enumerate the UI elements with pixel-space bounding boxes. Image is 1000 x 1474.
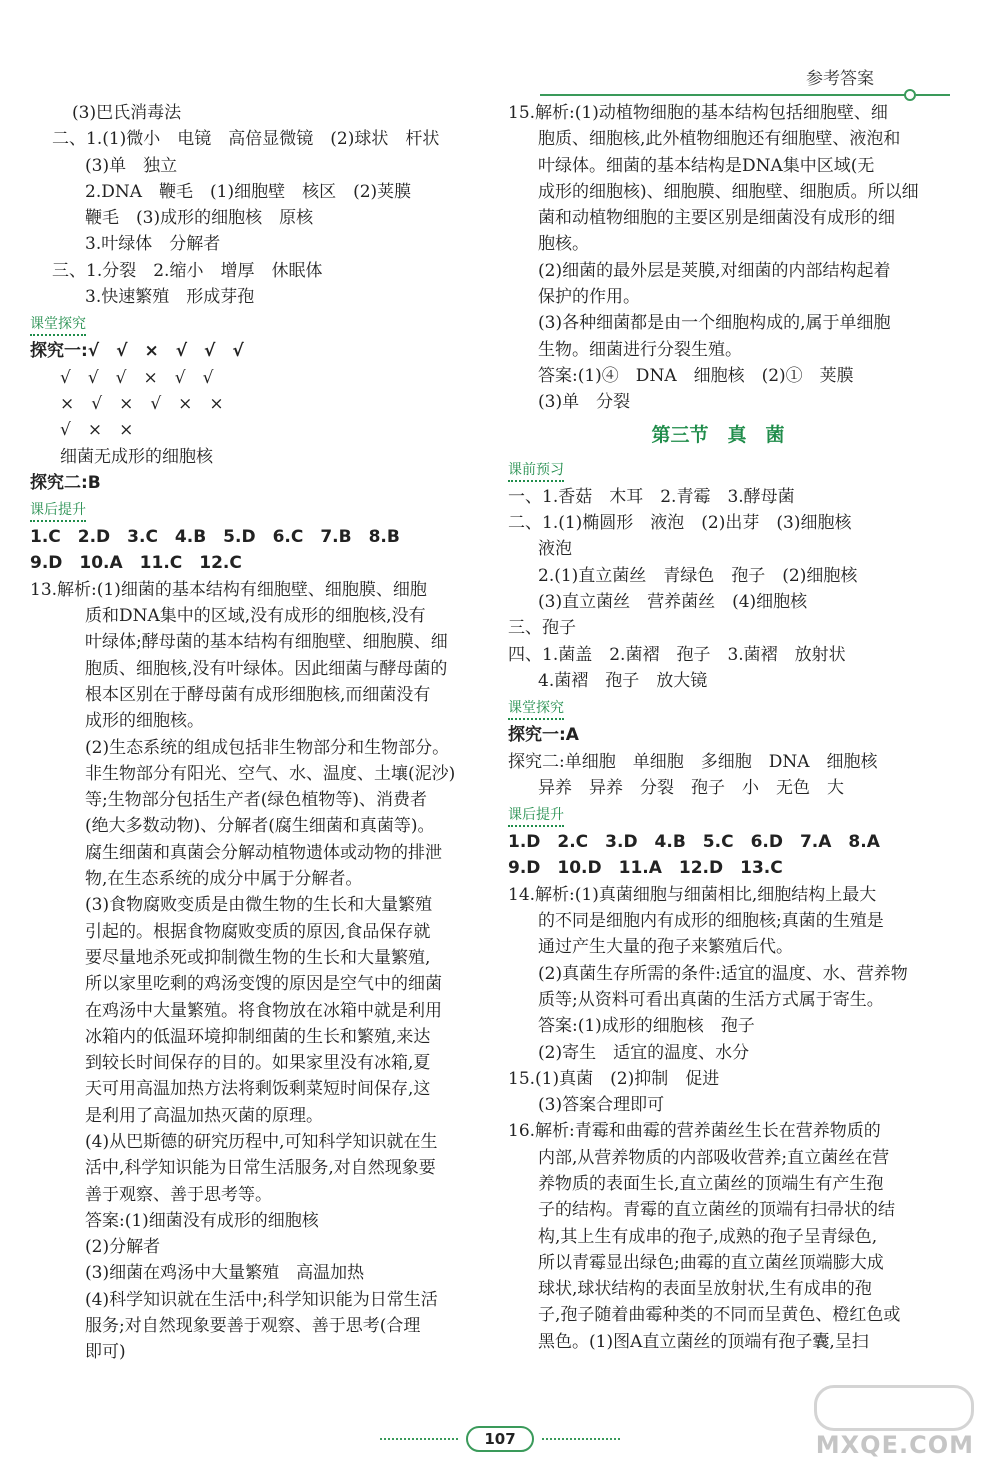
text-line: 叶绿体。细菌的基本结构是DNA集中区域(无 bbox=[538, 155, 875, 176]
text-line: (3)细菌在鸡汤中大量繁殖 高温加热 bbox=[85, 1263, 365, 1284]
text-line: 质等;从资料可看出真菌的生活方式属于寄生。 bbox=[538, 989, 884, 1010]
text-line: 在鸡汤中大量繁殖。将食物放在冰箱中就是利用 bbox=[85, 1000, 442, 1021]
text-line: (2)寄生 适宜的温度、水分 bbox=[538, 1042, 750, 1063]
text-line: 答案:(1)细菌没有成形的细胞核 bbox=[85, 1210, 319, 1231]
text-line: (3)食物腐败变质是由微生物的生长和大量繁殖 bbox=[85, 895, 433, 916]
text-line: 冰箱内的低温环境抑制细菌的生长和繁殖,来达 bbox=[85, 1026, 431, 1047]
text-line: 构,其上生有成串的孢子,成熟的孢子呈青绿色, bbox=[538, 1226, 878, 1247]
text-line: 胞质、细胞核,此外植物细胞还有细胞壁、液泡和 bbox=[538, 129, 901, 150]
text-line: 三、孢子 bbox=[508, 618, 576, 639]
text-line: (3)各种细菌都是由一个细胞构成的,属于单细胞 bbox=[538, 313, 891, 334]
text-line: 天可用高温加热方法将剩饭剩菜短时间保存,这 bbox=[85, 1079, 431, 1100]
text-line: 是利用了高温加热灭菌的原理。 bbox=[85, 1105, 323, 1126]
text-line: 一、1.香菇 木耳 2.青霉 3.酵母菌 bbox=[508, 486, 795, 507]
text-line: (2)生态系统的组成包括非生物部分和生物部分。 bbox=[85, 737, 450, 758]
header-rule bbox=[540, 94, 910, 96]
text-line: 生物。细菌进行分裂生殖。 bbox=[538, 339, 742, 360]
right-column bbox=[508, 100, 928, 1355]
text-line: 9.D 10.D 11.A 12.D 13.C bbox=[508, 858, 783, 879]
text-line: 3.快速繁殖 形成芽孢 bbox=[85, 287, 255, 308]
text-line: 善于观察、善于思考等。 bbox=[85, 1184, 272, 1205]
footer-dots-left bbox=[380, 1438, 458, 1440]
text-line: 要尽量地杀死或抑制微生物的生长和大量繁殖, bbox=[85, 947, 431, 968]
text-line: 胞质、细胞核,没有叶绿体。因此细菌与酵母菌的 bbox=[85, 658, 448, 679]
text-line: 细菌无成形的细胞核 bbox=[60, 446, 213, 467]
text-line: 菌和动植物细胞的主要区别是细菌没有成形的细 bbox=[538, 208, 895, 229]
header-rule-tail bbox=[916, 94, 950, 96]
text-line: × √ × √ × × bbox=[60, 393, 224, 414]
footer-dots-right bbox=[542, 1438, 620, 1440]
text-line: 到较长时间保存的目的。如果家里没有冰箱,夏 bbox=[85, 1053, 431, 1074]
text-line: 非生物部分有阳光、空气、水、温度、土壤(泥沙) bbox=[85, 763, 456, 784]
text-line: 探究一:A bbox=[508, 725, 579, 746]
text-line: 2.(1)直立菌丝 青绿色 孢子 (2)细胞核 bbox=[538, 565, 858, 586]
text-line: (3)单 独立 bbox=[85, 155, 178, 176]
section-tag: 课堂探究 bbox=[508, 698, 564, 720]
text-line: 等;生物部分包括生产者(绿色植物等)、消费者 bbox=[85, 790, 427, 811]
text-line: 探究二:B bbox=[30, 472, 101, 493]
text-line: 即可) bbox=[85, 1342, 126, 1363]
section-tag-row bbox=[30, 310, 475, 338]
text-line: 活中,科学知识能为日常生活服务,对自然现象要 bbox=[85, 1158, 436, 1179]
watermark bbox=[800, 1385, 980, 1465]
text-line: 的不同是细胞内有成形的细胞核;真菌的生殖是 bbox=[538, 911, 884, 932]
text-line: 二、1.(1)椭圆形 液泡 (2)出芽 (3)细胞核 bbox=[508, 513, 852, 534]
text-line: 子的结构。青霉的直立菌丝的顶端有扫帚状的结 bbox=[538, 1200, 895, 1221]
text-line: 服务;对自然现象要善于观察、善于思考(合理 bbox=[85, 1316, 421, 1337]
section-tag-row bbox=[508, 801, 928, 829]
text-line: 15.解析:(1)动植物细胞的基本结构包括细胞壁、细 bbox=[508, 103, 888, 123]
text-line: 黑色。(1)图A直立菌丝的顶端有孢子囊,呈扫 bbox=[538, 1331, 869, 1352]
text-line: 养物质的表面生长,直立菌丝的顶端生有产生孢 bbox=[538, 1173, 884, 1194]
text-line: 15.(1)真菌 (2)抑制 促进 bbox=[508, 1068, 720, 1089]
text-line: (3)答案合理即可 bbox=[538, 1095, 665, 1116]
text-line: 胞核。 bbox=[538, 234, 589, 255]
text-line: 球状,球状结构的表面呈放射状,生有成串的孢 bbox=[538, 1279, 872, 1300]
text-line: (4)科学知识就在生活中;科学知识能为日常生活 bbox=[85, 1289, 438, 1310]
text-line: 四、1.菌盖 2.菌褶 孢子 3.菌褶 放射状 bbox=[508, 644, 846, 665]
section-heading: 第三节 真 菌 bbox=[651, 423, 785, 446]
left-column bbox=[30, 100, 475, 1366]
text-line: 引起的。根据食物腐败变质的原因,食品保存就 bbox=[85, 921, 431, 942]
text-line: 探究二:单细胞 单细胞 多细胞 DNA 细胞核 bbox=[508, 751, 878, 772]
page-number: 107 bbox=[466, 1426, 534, 1452]
watermark-logo-icon bbox=[814, 1385, 974, 1431]
text-line: 腐生细菌和真菌会分解动植物遗体或动物的排泄 bbox=[85, 842, 442, 863]
text-line: 叶绿体;酵母菌的基本结构有细胞壁、细胞膜、细 bbox=[85, 632, 448, 653]
text-line: (4)从巴斯德的研究历程中,可知科学知识就在生 bbox=[85, 1131, 438, 1152]
text-line: 质和DNA集中的区域,没有成形的细胞核,没有 bbox=[85, 606, 426, 627]
text-line: 2.DNA 鞭毛 (1)细胞壁 核区 (2)荚膜 bbox=[85, 181, 412, 202]
section-tag: 课堂探究 bbox=[30, 314, 86, 336]
text-line: 3.叶绿体 分解者 bbox=[85, 234, 221, 255]
text-line: 二、1.(1)微小 电镜 高倍显微镜 (2)球状 杆状 bbox=[52, 129, 440, 150]
text-line: 所以青霉显出绿色;曲霉的直立菌丝顶端膨大成 bbox=[538, 1252, 884, 1273]
text-line: 内部,从营养物质的内部吸收营养;直立菌丝在营 bbox=[538, 1147, 890, 1168]
text-line: 成形的细胞核。 bbox=[85, 711, 204, 732]
text-line: √ × × bbox=[60, 420, 134, 441]
text-line: 成形的细胞核)、细胞膜、细胞壁、细胞质。所以细 bbox=[538, 181, 919, 202]
text-line: 子,孢子随着曲霉种类的不同而呈黄色、橙红色或 bbox=[538, 1305, 901, 1326]
section-tag: 课前预习 bbox=[508, 460, 564, 482]
text-line: 1.C 2.D 3.C 4.B 5.D 6.C 7.B 8.B bbox=[30, 527, 400, 548]
section-tag: 课后提升 bbox=[508, 805, 564, 827]
text-line: 物,在生态系统的成分中属于分解者。 bbox=[85, 869, 363, 890]
text-line: 9.D 10.A 11.C 12.C bbox=[30, 553, 242, 574]
text-line: 液泡 bbox=[538, 539, 572, 560]
text-line: 13.解析:(1)细菌的基本结构有细胞壁、细胞膜、细胞 bbox=[30, 579, 427, 600]
text-line: 答案:(1)成形的细胞核 孢子 bbox=[538, 1016, 755, 1037]
text-line: (2)分解者 bbox=[85, 1237, 161, 1258]
text-line: 探究一:√ √ × √ √ √ bbox=[30, 341, 244, 362]
text-line: 1.D 2.C 3.D 4.B 5.C 6.D 7.A 8.A bbox=[508, 832, 880, 853]
page-footer bbox=[380, 1426, 620, 1452]
section-tag: 课后提升 bbox=[30, 500, 86, 522]
text-line: (3)单 分裂 bbox=[538, 392, 631, 413]
text-line: 异养 异养 分裂 孢子 小 无色 大 bbox=[538, 777, 844, 798]
text-line: (绝大多数动物)、分解者(腐生细菌和真菌等)。 bbox=[85, 816, 435, 837]
text-line: 通过产生大量的孢子来繁殖后代。 bbox=[538, 937, 793, 958]
text-line: 所以家里吃剩的鸡汤变馊的原因是空气中的细菌 bbox=[85, 974, 442, 995]
text-line: 根本区别在于酵母菌有成形细胞核,而细菌没有 bbox=[85, 684, 431, 705]
text-line: (2)细菌的最外层是荚膜,对细菌的内部结构起着 bbox=[538, 260, 891, 281]
text-line: 鞭毛 (3)成形的细胞核 原核 bbox=[85, 208, 314, 229]
text-line: 三、1.分裂 2.缩小 增厚 休眠体 bbox=[52, 260, 323, 281]
section-tag-row bbox=[508, 694, 928, 722]
text-line: (3)巴氏消毒法 bbox=[72, 103, 182, 123]
text-line: 保护的作用。 bbox=[538, 287, 640, 308]
section-tag-row bbox=[30, 496, 475, 524]
text-line: (2)真菌生存所需的条件:适宜的温度、水、营养物 bbox=[538, 963, 908, 984]
section-tag-row bbox=[508, 456, 928, 484]
text-line: 4.菌褶 孢子 放大镜 bbox=[538, 670, 708, 691]
text-line: √ √ √ × √ √ bbox=[60, 367, 214, 388]
header-title: 参考答案 bbox=[806, 69, 874, 89]
text-line: (3)直立菌丝 营养菌丝 (4)细胞核 bbox=[538, 592, 808, 613]
watermark-text: MXQE.COM bbox=[815, 1431, 974, 1459]
text-line: 16.解析:青霉和曲霉的营养菌丝生长在营养物质的 bbox=[508, 1121, 881, 1142]
text-line: 答案:(1)④ DNA 细胞核 (2)① 荚膜 bbox=[538, 365, 854, 386]
text-line: 14.解析:(1)真菌细胞与细菌相比,细胞结构上最大 bbox=[508, 884, 877, 905]
